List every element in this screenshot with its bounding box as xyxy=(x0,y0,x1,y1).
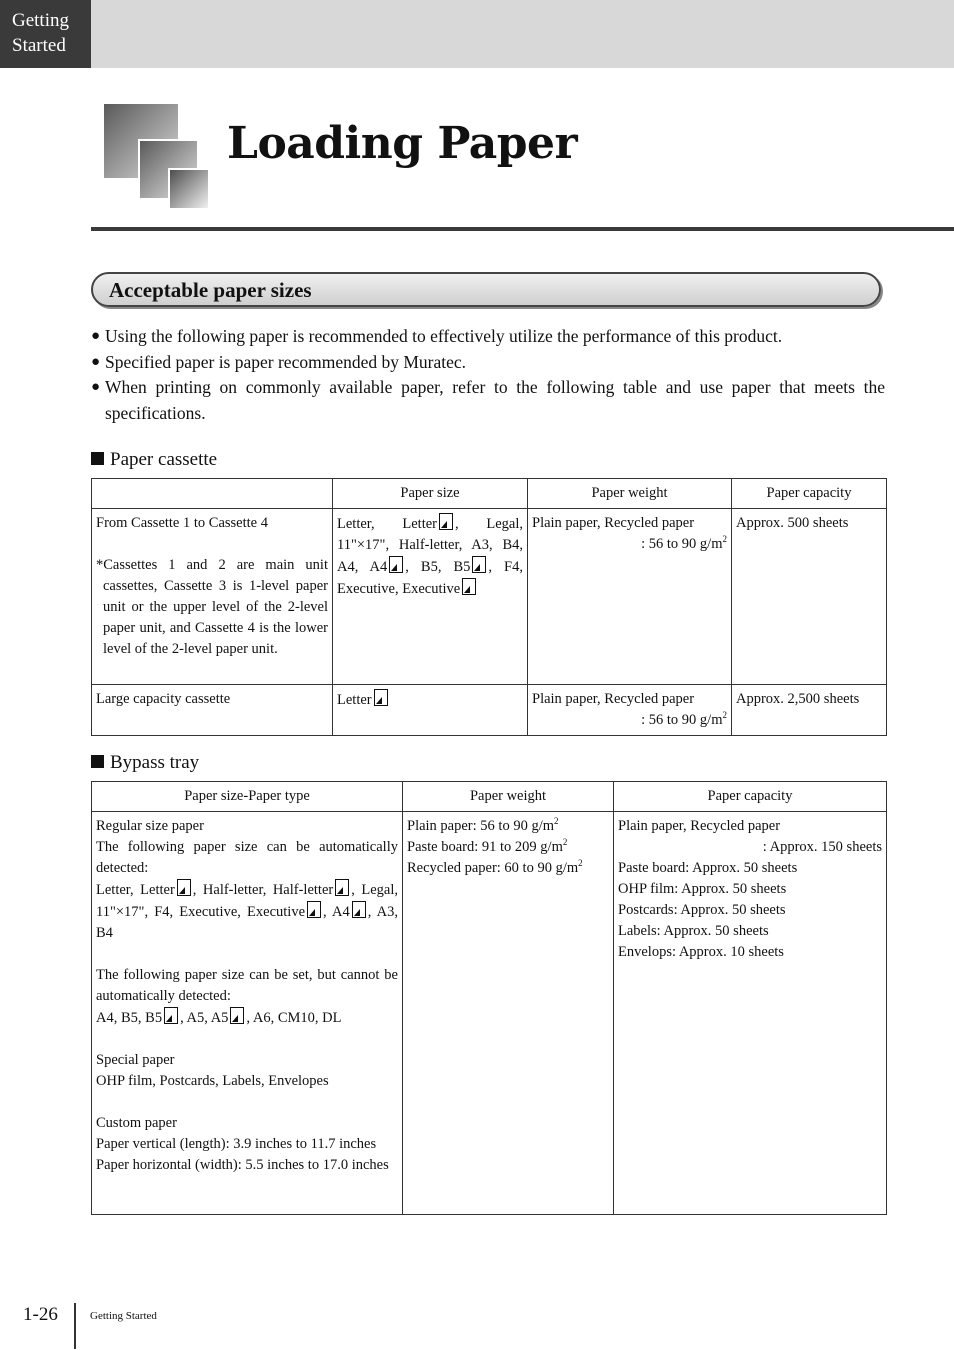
table-header-cell: Paper weight xyxy=(403,782,614,812)
table-cell: Approx. 2,500 sheets xyxy=(732,685,887,736)
special-list: OHP film, Postcards, Labels, Envelopes xyxy=(96,1073,329,1089)
size-text: , Legal, 11"×17", Half-letter, A3, B4, A4, A4 xyxy=(337,516,523,575)
deco-square-small xyxy=(170,170,208,208)
size-text: , Legal, 11"×17", F4, Executive, Executive xyxy=(96,882,398,920)
weight-value-text: : 56 to 90 g/m xyxy=(641,536,723,552)
weight-text: Plain paper: 56 to 90 g/m xyxy=(407,818,554,834)
table-header-cell: Paper capacity xyxy=(732,479,887,509)
bullet-item: ● Specified paper is paper recommended by Muratec. xyxy=(91,350,885,376)
size-text: , Half-letter, Half-letter xyxy=(192,882,334,898)
bypass-heading-text: Bypass tray xyxy=(110,752,200,773)
capacity-text: Postcards: Approx. 50 sheets xyxy=(618,902,786,918)
size-text: , B5, B5 xyxy=(405,559,471,575)
table-cell xyxy=(403,812,614,1215)
custom-vertical: Paper vertical (length): 3.9 inches to 11.7 inches xyxy=(96,1136,377,1152)
chapter-tab-line1: Getting xyxy=(12,10,69,31)
superscript: 2 xyxy=(578,858,583,869)
table-header-cell: Paper weight xyxy=(528,479,732,509)
weight-text: Paste board: 91 to 209 g/m xyxy=(407,839,563,855)
weight-line xyxy=(407,816,609,837)
capacity-value: : Approx. 150 sheets xyxy=(762,839,882,855)
footer-divider xyxy=(74,1303,76,1349)
bypass-table xyxy=(91,781,887,1215)
square-bullet-icon xyxy=(91,452,104,465)
size-text: A4, B5, B5 xyxy=(96,1010,163,1026)
capacity-text: OHP film: Approx. 50 sheets xyxy=(618,881,787,897)
table-row xyxy=(92,685,887,736)
table-header-cell xyxy=(92,479,333,509)
section-header xyxy=(91,272,881,307)
capacity-text: Paste board: Approx. 50 sheets xyxy=(618,860,798,876)
size-text: Letter, Letter xyxy=(96,882,175,898)
superscript: 2 xyxy=(554,816,559,827)
table-cell xyxy=(92,509,333,685)
weight-line xyxy=(407,858,609,879)
weight-text: Plain paper, Recycled paper xyxy=(532,515,695,531)
superscript: 2 xyxy=(562,837,568,848)
table-cell xyxy=(614,812,887,1215)
rotated-paper-icon xyxy=(374,689,388,706)
cassette-heading-text: Paper cassette xyxy=(110,449,218,470)
table-cell xyxy=(528,509,732,685)
title-rule xyxy=(91,227,954,231)
table-header-row xyxy=(92,479,887,509)
table-header-row xyxy=(92,782,887,812)
chapter-tab[interactable] xyxy=(0,0,91,68)
superscript: 2 xyxy=(722,710,727,721)
rotated-paper-icon xyxy=(335,879,349,896)
title-decoration xyxy=(104,104,214,214)
weight-text: Plain paper, Recycled paper xyxy=(532,691,695,707)
size-text: , A4 xyxy=(323,904,350,920)
set-sizes xyxy=(96,1007,398,1029)
chapter-tab-line2: Started xyxy=(12,35,66,56)
table-header-cell: Paper capacity xyxy=(614,782,887,812)
superscript: 2 xyxy=(722,534,727,545)
bullet-item: ● Using the following paper is recommended to effectively utilize the performance of this product. xyxy=(91,324,885,350)
page-number: 1-26 xyxy=(23,1304,58,1325)
set-desc: The following paper size can be set, but cannot be automatically detected: xyxy=(96,967,398,1004)
table-cell xyxy=(528,685,732,736)
rotated-paper-icon xyxy=(439,513,453,530)
cassette-name: From Cassette 1 to Cassette 4 xyxy=(96,515,268,531)
table-cell xyxy=(333,509,528,685)
rotated-paper-icon xyxy=(462,578,476,595)
table-row xyxy=(92,509,887,685)
bypass-heading xyxy=(91,752,199,774)
square-bullet-icon xyxy=(91,755,104,768)
weight-text: Recycled paper: 60 to 90 g/m xyxy=(407,860,579,876)
weight-value-text: : 56 to 90 g/m xyxy=(641,712,723,728)
rotated-paper-icon xyxy=(307,901,321,918)
header-bar xyxy=(0,0,954,68)
table-cell xyxy=(92,812,403,1215)
page-title: Loading Paper xyxy=(227,118,578,169)
cassette-note: *Cassettes 1 and 2 are main unit cassettes, Cassette 3 is 1-level paper unit or the upper level of the 2-level paper unit, and Cassette 4 is the lower level of the 2-level paper unit. xyxy=(96,557,328,657)
regular-desc: The following paper size can be automatically detected: xyxy=(96,839,398,876)
rotated-paper-icon xyxy=(472,556,486,573)
regular-sizes xyxy=(96,879,398,944)
rotated-paper-icon xyxy=(177,879,191,896)
custom-title: Custom paper xyxy=(96,1115,177,1131)
table-cell: Approx. 500 sheets xyxy=(732,509,887,685)
capacity-text: Labels: Approx. 50 sheets xyxy=(618,923,769,939)
size-text: , F4, Executive, Executive xyxy=(337,559,523,597)
weight-value xyxy=(532,534,727,555)
table-header-cell: Paper size xyxy=(333,479,528,509)
rotated-paper-icon xyxy=(230,1007,244,1024)
bullet-item: ● When printing on commonly available paper, refer to the following table and use paper that meets the specifications. xyxy=(91,375,885,426)
custom-horizontal: Paper horizontal (width): 5.5 inches to 17.0 inches xyxy=(96,1157,389,1173)
rotated-paper-icon xyxy=(389,556,403,573)
weight-value xyxy=(532,710,727,731)
capacity-text: Plain paper, Recycled paper xyxy=(618,818,781,834)
regular-title: Regular size paper xyxy=(96,818,204,834)
special-title: Special paper xyxy=(96,1052,175,1068)
weight-line xyxy=(407,837,609,858)
cassette-heading xyxy=(91,449,217,471)
table-row xyxy=(92,812,887,1215)
size-text: , A6, CM10, DL xyxy=(246,1010,342,1026)
bullet-list xyxy=(91,324,885,426)
size-text: Letter xyxy=(337,692,372,708)
capacity-text: Envelops: Approx. 10 sheets xyxy=(618,944,784,960)
footer-section: Getting Started xyxy=(90,1310,157,1322)
size-text: , A5, A5 xyxy=(180,1010,229,1026)
size-text: , A3, B4 xyxy=(96,904,399,941)
table-cell xyxy=(333,685,528,736)
rotated-paper-icon xyxy=(164,1007,178,1024)
table-header-cell: Paper size-Paper type xyxy=(92,782,403,812)
table-cell: Large capacity cassette xyxy=(92,685,333,736)
rotated-paper-icon xyxy=(352,901,366,918)
section-title: Acceptable paper sizes xyxy=(109,278,312,302)
size-text: Letter, Letter xyxy=(337,516,437,532)
cassette-table xyxy=(91,478,887,736)
